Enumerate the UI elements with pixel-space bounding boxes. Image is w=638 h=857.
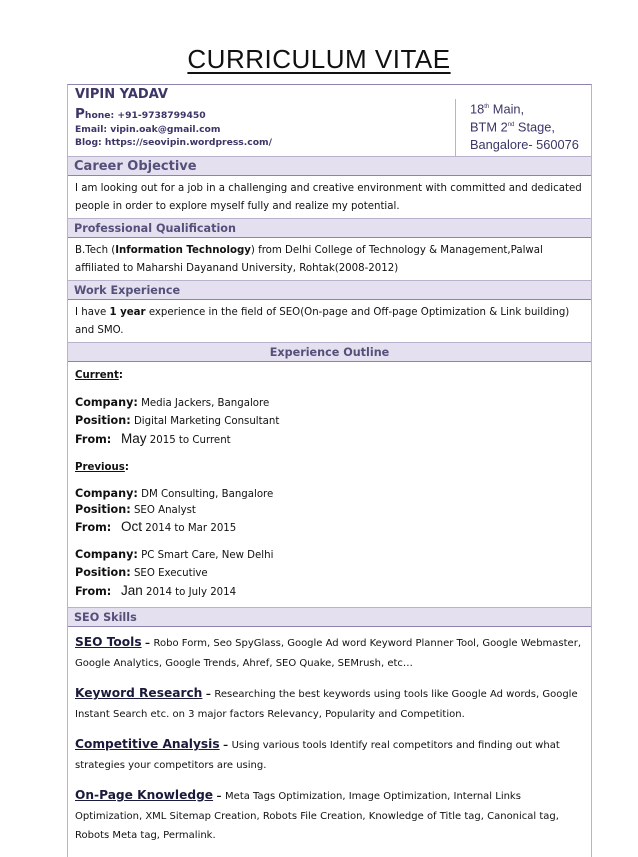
skill-on-page-knowledge: On-Page Knowledge – Meta Tags Optimization, Image Optimization, Internal Links Optimization, XML Sitemap Creation, Robots File Creation, Knowledge of Title tag, Canonical tag, Robots Meta tag, Permalink. xyxy=(75,788,559,841)
skill-keyword-research: Keyword Research – Researching the best keywords using tools like Google Ad words, Google Instant Search etc. on 3 major factors Relevancy, Popularity and Competition. xyxy=(75,686,578,720)
previous-label: Previous: xyxy=(75,462,129,473)
work-experience-text: I have 1 year experience in the field of SEO(On-page and Off-page Optimization & Link building) and SMO. xyxy=(68,300,591,343)
experience-outline-heading: Experience Outline xyxy=(68,343,591,362)
address-line-1: 18th Main, xyxy=(470,101,525,117)
career-objective-text: I am looking out for a job in a challenging and creative environment with committed and dedicated people in order to explore myself fully and realize my potential. xyxy=(68,176,591,219)
seo-skills-list xyxy=(68,627,591,846)
current-label: Current: xyxy=(75,370,123,381)
email-line[interactable]: Email: vipin.oak@gmail.com xyxy=(75,123,221,135)
qualification-text: B.Tech (Information Technology) from Delhi College of Technology & Management,Palwal affiliated to Maharshi Dayanand University, Rohtak(2008-2012) xyxy=(68,238,591,281)
previous-job-1: Company: DM Consulting, Bangalore Position: SEO Analyst From: Oct 2014 to Mar 2015 xyxy=(75,487,274,534)
current-job: Company: Media Jackers, Bangalore Position: Digital Marketing Consultant From: May 2015 to Current xyxy=(75,396,280,446)
experience-outline xyxy=(68,362,591,608)
skill-competitive-analysis: Competitive Analysis – Using various tools Identify real competitors and finding out what strategies your competitors are using. xyxy=(75,737,560,771)
document-title: CURRICULUM VITAE xyxy=(187,44,451,74)
phone-line: Phone: +91-9738799450 xyxy=(75,106,206,122)
career-objective-heading: Career Objective xyxy=(68,157,591,176)
resume-table xyxy=(67,84,592,857)
seo-skills-heading: SEO Skills xyxy=(68,608,591,627)
work-experience-heading: Work Experience xyxy=(68,281,591,300)
contact-details xyxy=(75,108,272,150)
skill-seo-tools: SEO Tools – Robo Form, Seo SpyGlass, Google Ad word Keyword Planner Tool, Google Webmaster, Google Analytics, Google Trends, Ahref, SEO Quake, SEMrush, etc… xyxy=(75,635,582,669)
blog-line[interactable]: Blog: https://seovipin.wordpress.com/ xyxy=(75,137,272,148)
previous-job-2: Company: PC Smart Care, New Delhi Position: SEO Executive From: Jan 2014 to July 2014 xyxy=(75,548,274,598)
address-line-2: BTM 2nd Stage, xyxy=(470,119,555,135)
address-block xyxy=(455,99,591,157)
address-line-3: Bangalore- 560076 xyxy=(470,136,579,152)
qualification-heading: Professional Qualification xyxy=(68,219,591,238)
contact-header xyxy=(68,85,591,157)
candidate-name: VIPIN YADAV xyxy=(75,87,168,102)
